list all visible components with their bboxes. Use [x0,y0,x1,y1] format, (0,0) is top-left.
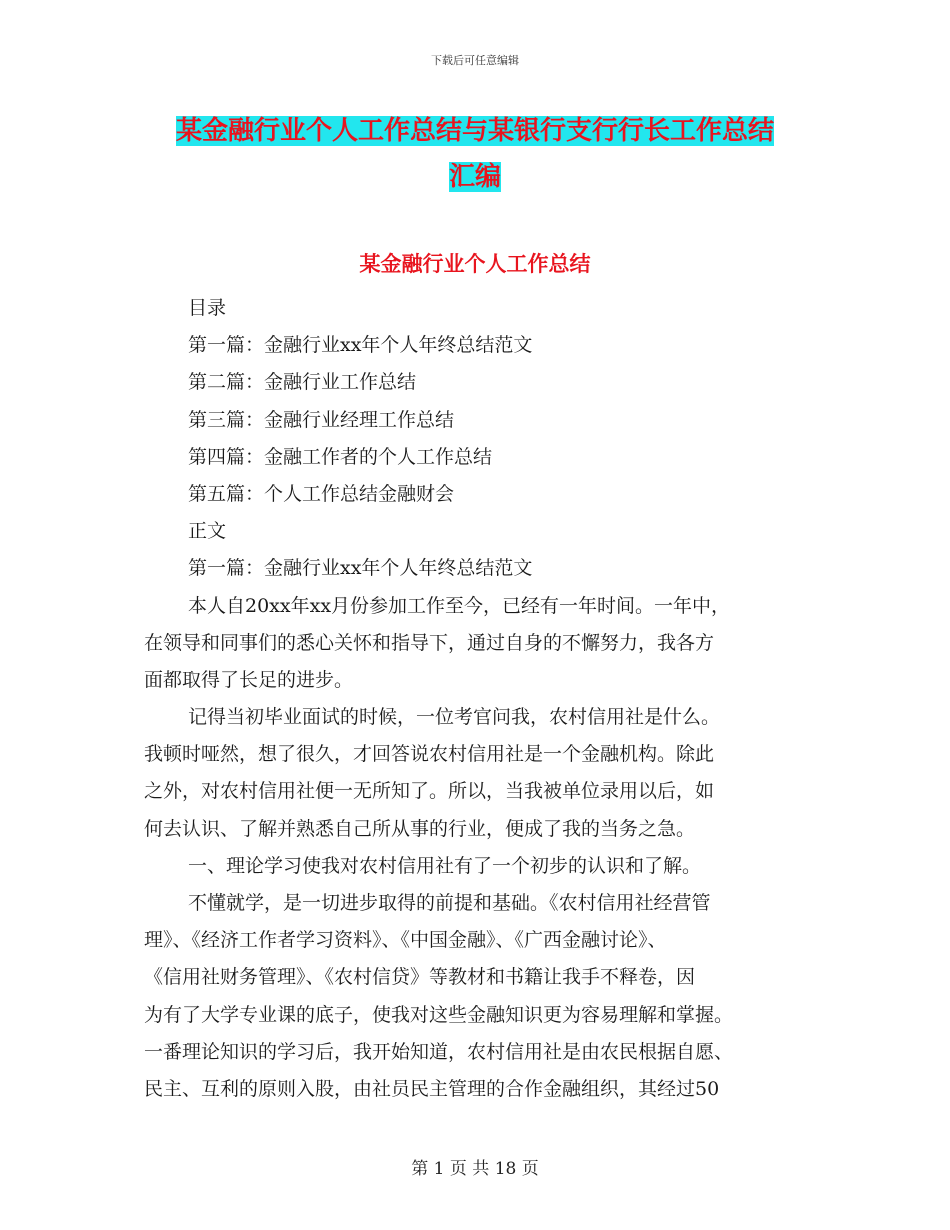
text-line: 一、理论学习使我对农村信用社有了一个初步的认识和了解。 [188,854,702,877]
text-line: 第三篇：金融行业经理工作总结 [188,408,455,431]
section-title: 某金融行业个人工作总结 [359,252,591,276]
text-line: 《信用社财务管理》、《农村信贷》等教材和书籍让我手不释卷，因 [144,966,696,989]
text-line: 正文 [188,520,227,543]
text-line: 在领导和同事们的悉心关怀和指导下，通过自身的不懈努力，我各方 [144,631,715,654]
document-title-line-2: 汇编 [448,162,501,192]
text-line: 民主、互利的原则入股，由社员民主管理的合作金融组织，其经过50 [144,1077,720,1100]
text-line: 理》、《经济工作者学习资料》、《中国金融》、《广西金融讨论》、 [144,929,667,952]
document-title-line-1: 某金融行业个人工作总结与某银行支行行长工作总结 [175,116,774,146]
document-title [140,108,810,200]
text-line: 我顿时哑然，想了很久，才回答说农村信用社是一个金融机构。除此 [144,743,715,766]
text-line: 第四篇：金融工作者的个人工作总结 [188,445,493,468]
text-line: 不懂就学，是一切进步取得的前提和基础。《农村信用社经营管 [188,892,711,914]
header-note: 下载后可任意编辑 [431,54,519,67]
text-line: 面都取得了长足的进步。 [144,668,354,691]
text-line: 第一篇：金融行业xx年个人年终总结范文 [188,557,533,580]
text-line: 何去认识、了解并熟悉自己所从事的行业，便成了我的当务之急。 [144,817,696,840]
text-line: 第一篇：金融行业xx年个人年终总结范文 [188,334,533,357]
text-line: 第五篇：个人工作总结金融财会 [188,482,455,505]
text-line: 一番理论知识的学习后，我开始知道，农村信用社是由农民根据自愿、 [144,1040,734,1063]
text-line: 为有了大学专业课的底子，使我对这些金融知识更为容易理解和掌握。 [144,1003,734,1026]
page-footer: 第 1 页 共 18 页 [411,1159,539,1179]
text-line: 记得当初毕业面试的时候，一位考官问我，农村信用社是什么。 [188,706,721,729]
text-line: 第二篇：金融行业工作总结 [188,371,417,394]
document-body [144,290,804,1108]
text-line: 之外，对农村信用社便一无所知了。所以，当我被单位录用以后，如 [144,780,715,803]
text-line: 目录 [188,297,227,319]
text-line: 本人自20xx年xx月份参加工作至今，已经有一年时间。一年中， [188,594,731,617]
